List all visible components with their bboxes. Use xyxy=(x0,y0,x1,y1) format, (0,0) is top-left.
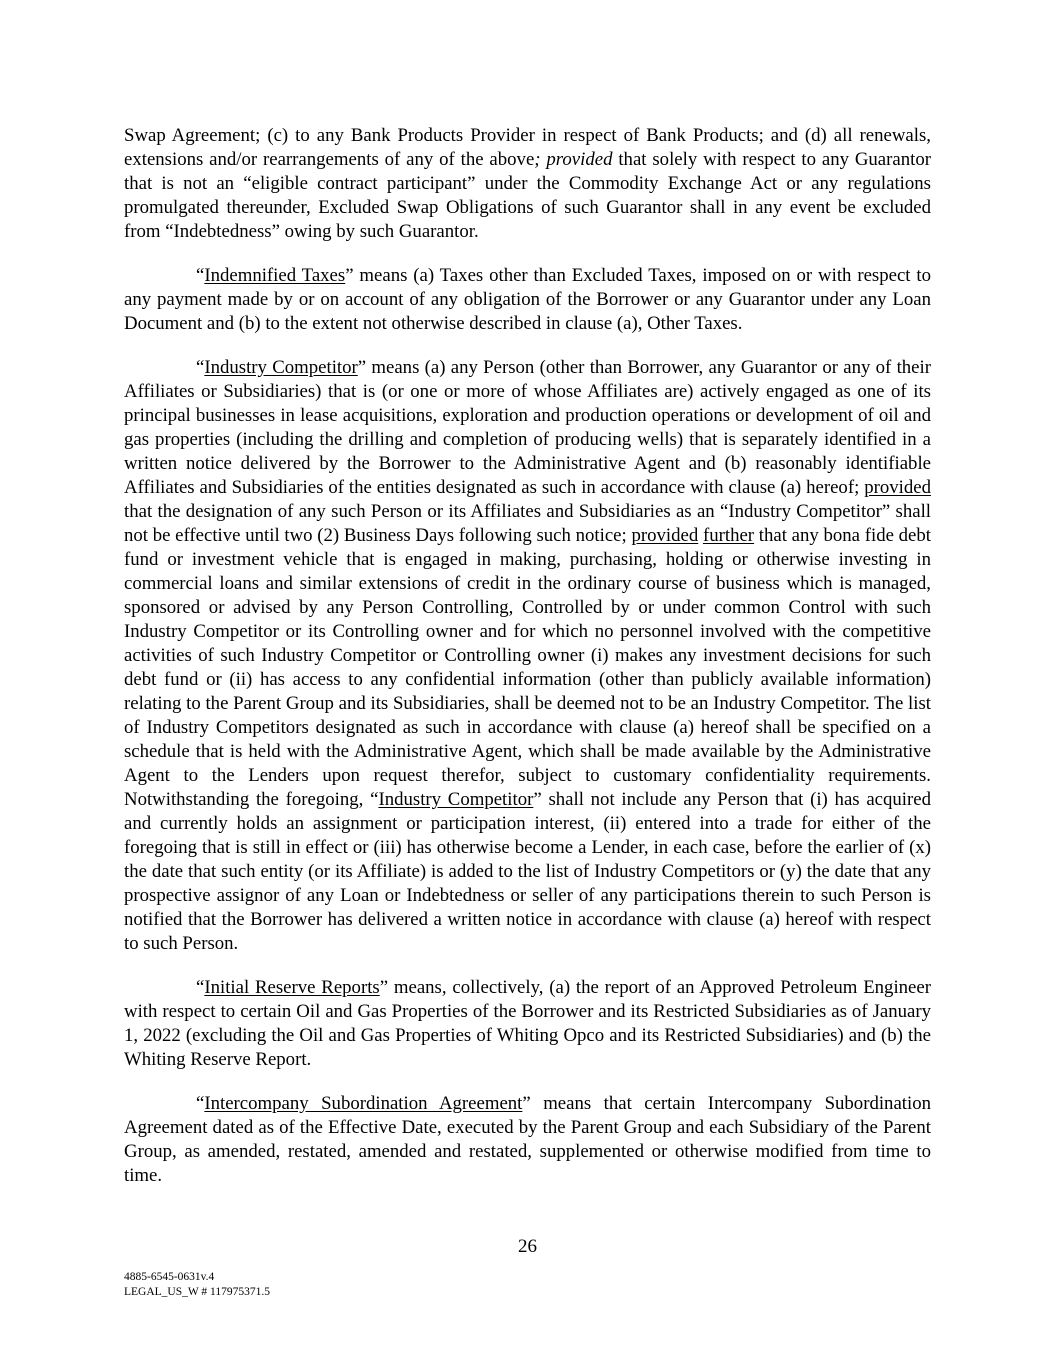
further-underlined: further xyxy=(702,525,755,546)
definition-text: ” means, collectively, (a) the report of an Approved Petroleum Engineer with respect to certain Oil and Gas Properties of the Borrower and its Restricted Subsidiaries as of January 1, 2022 (excluding the Oil and Gas Properties of Whiting Opco and its Restricted Subsidiaries) and (b) the Whiting Reserve Report. xyxy=(124,977,931,1070)
definition-industry-competitor: “Industry Competitor” means (a) any Person (other than Borrower, any Guarantor or any of their Affiliates or Subsidiaries) that is (or one or more of whose Affiliates are) actively engaged as one of its principal businesses in lease acquisitions, exploration and production operations or development of oil and gas properties (including the drilling and completion of producing wells) that is separately identified in a written notice delivered by the Borrower to the Administrative Agent and (b) reasonably identifiable Affiliates and Subsidiaries of the entities designated as such in accordance with clause (a) hereof; provided that the designation of any such Person or its Affiliates and Subsidiaries as an “Industry Competitor” shall not be effective until two (2) Business Days following such notice; provided further that any bona fide debt fund or investment vehicle that is engaged in making, purchasing, holding or otherwise investing in commercial loans and similar extensions of credit in the ordinary course of business which is managed, sponsored or advised by any Person Controlling, Controlled by or under common Control with such Industry Competitor or its Controlling owner and for which no personnel involved with the competitive activities of such Industry Competitor or Controlling owner (i) makes any investment decisions for such debt fund or (ii) has access to any confidential information (other than publicly available information) relating to the Parent Group and its Subsidiaries, shall be deemed not to be an Industry Competitor. The list of Industry Competitors designated as such in accordance with clause (a) hereof shall be specified on a schedule that is held with the Administrative Agent, which shall be made available by the Administrative Agent to the Lenders upon request therefor, subject to customary confidentiality requirements. Notwithstanding the foregoing, “Industry Competitor” shall not include any Person that (i) has acquired and currently holds an assignment or participation interest, (ii) entered into a trade for either of the foregoing that is still in effect or (iii) has otherwise become a Lender, in each case, before the earlier of (x) the date that such entity (or its Affiliate) is added to the list of Industry Competitors or (y) the date that any prospective assignor of any Loan or Indebtedness or seller of any participations therein to such Person is notified that the Borrower has delivered a written notice in accordance with clause (a) hereof with respect to such Person. xyxy=(124,357,931,954)
provided-underlined: provided xyxy=(864,477,931,498)
provided-underlined: provided xyxy=(631,525,699,546)
definition-text: ” means (a) any Person (other than Borrower, any Guarantor or any of their Affiliates or Subsidiaries) that is (or one or more of whose Affiliates are) actively engaged as one of its principal businesses in lease acquisitions, exploration and production operations or development of oil and gas properties (including the drilling and completion of producing wells) that is separately identified in a written notice delivered by the Borrower to the Administrative Agent and (b) reasonably identifiable Affiliates and Subsidiaries of the entities designated as such in accordance with clause (a) hereof; xyxy=(124,357,931,498)
provided-italic: ; provided xyxy=(534,149,613,170)
defined-term-reference: Industry Competitor xyxy=(378,789,534,810)
defined-term: Intercompany Subordination Agreement xyxy=(204,1093,523,1114)
definition-indemnified-taxes: “Indemnified Taxes” means (a) Taxes other than Excluded Taxes, imposed on or with respect to any payment made by or on account of any obligation of the Borrower or any Guarantor under any Loan Document and (b) to the extent not otherwise described in clause (a), Other Taxes. xyxy=(124,265,931,334)
definition-text: ” shall not include any Person that (i) has acquired and currently holds an assignment or participation interest, (ii) entered into a trade for either of the foregoing that is still in effect or (iii) has otherwise become a Lender, in each case, before the earlier of (x) the date that such entity (or its Affiliate) is added to the list of Industry Competitors or (y) the date that any prospective assignor of any Loan or Indebtedness or seller of any participations therein to such Person is notified that the Borrower has delivered a written notice in accordance with clause (a) hereof with respect to such Person. xyxy=(124,789,931,954)
defined-term: Initial Reserve Reports xyxy=(204,977,380,998)
definition-intercompany-subordination-agreement: “Intercompany Subordination Agreement” means that certain Intercompany Subordination Agreement dated as of the Effective Date, executed by the Parent Group and each Subsidiary of the Parent Group, as amended, restated, amended and restated, supplemented or otherwise modified from time to time. xyxy=(124,1093,931,1186)
paragraph-indebtedness-continuation xyxy=(124,124,931,244)
definition-initial-reserve-reports: “Initial Reserve Reports” means, collectively, (a) the report of an Approved Petroleum Engineer with respect to certain Oil and Gas Properties of the Borrower and its Restricted Subsidiaries as of January 1, 2022 (excluding the Oil and Gas Properties of Whiting Opco and its Restricted Subsidiaries) and (b) the Whiting Reserve Report. xyxy=(124,977,931,1070)
definition-text: that the designation of any such Person or its Affiliates and Subsidiaries as an “Industry Competitor” shall not be effective until two (2) Business Days following such notice; xyxy=(124,501,931,546)
definition-text: ” means (a) Taxes other than Excluded Taxes, imposed on or with respect to any payment made by or on account of any obligation of the Borrower or any Guarantor under any Loan Document and (b) to the extent not otherwise described in clause (a), Other Taxes. xyxy=(124,265,931,334)
footer-doc-id: 4885-6545-0631v.4 xyxy=(124,1271,215,1283)
definition-text: that any bona fide debt fund or investment vehicle that is engaged in making, purchasing, holding or otherwise investing in commercial loans and similar extensions of credit in the ordinary course of business which is managed, sponsored or advised by any Person Controlling, Controlled by or under common Control with such Industry Competitor or its Controlling owner and for which no personnel involved with the competitive activities of such Industry Competitor or Controlling owner (i) makes any investment decisions for such debt fund or (ii) has access to any confidential information (other than publicly available information) relating to the Parent Group and its Subsidiaries, shall be deemed not to be an Industry Competitor. The list of Industry Competitors designated as such in accordance with clause (a) hereof shall be specified on a schedule that is held with the Administrative Agent, which shall be made available by the Administrative Agent to the Lenders upon request therefor, subject to customary confidentiality requirements. Notwithstanding the foregoing, “ xyxy=(124,525,931,810)
document-body xyxy=(124,124,931,1188)
paragraph-text: that solely with respect to any Guarantor that is not an “eligible contract participant” under the Commodity Exchange Act or any regulations promulgated thereunder, Excluded Swap Obligations of such Guarantor shall in any event be excluded from “Indebtedness” owing by such Guarantor. xyxy=(124,149,931,242)
definition-text: ” means that certain Intercompany Subordination Agreement dated as of the Effective Date, executed by the Parent Group and each Subsidiary of the Parent Group, as amended, restated, amended and restated, supplemented or otherwise modified from time to time. xyxy=(124,1093,931,1186)
defined-term: Industry Competitor xyxy=(204,357,358,378)
paragraph-text: Swap Agreement; (c) to any Bank Products Provider in respect of Bank Products; and (d) all renewals, extensions and/or rearrangements of any of the above xyxy=(124,125,931,170)
footer-legal-id: LEGAL_US_W # 117975371.5 xyxy=(124,1286,270,1298)
page-number: 26 xyxy=(518,1236,537,1257)
defined-term: Indemnified Taxes xyxy=(204,265,346,286)
document-footer xyxy=(124,1270,270,1300)
